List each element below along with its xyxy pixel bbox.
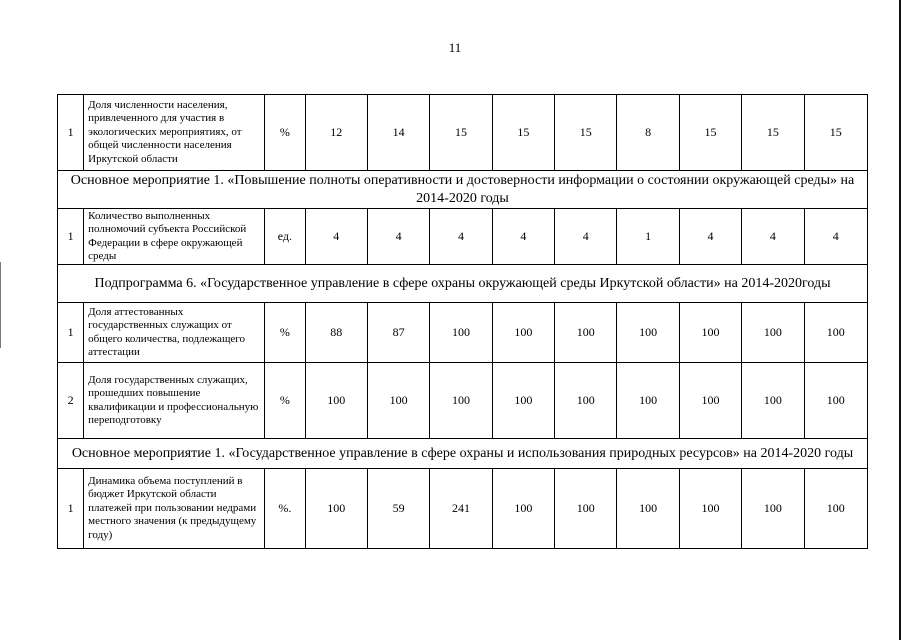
value-cell: 1	[617, 209, 679, 265]
value-cell: 241	[430, 469, 492, 549]
value-cell: 4	[679, 209, 741, 265]
value-cell: 100	[305, 469, 367, 549]
value-cell: 100	[617, 469, 679, 549]
value-cell: 4	[555, 209, 617, 265]
value-cell: 14	[367, 95, 429, 171]
value-cell: 100	[492, 363, 554, 439]
section-row	[58, 171, 868, 209]
value-cell: 100	[804, 303, 868, 363]
indicators-table	[57, 94, 868, 549]
indicator-name: Доля аттестованных государственных служащих от общего количества, подлежащего аттестации	[84, 303, 265, 363]
unit-cell: %	[265, 303, 305, 363]
row-number: 1	[58, 95, 84, 171]
value-cell: 15	[430, 95, 492, 171]
table-row	[58, 95, 868, 171]
row-number: 2	[58, 363, 84, 439]
value-cell: 15	[555, 95, 617, 171]
value-cell: 100	[305, 363, 367, 439]
value-cell: 100	[430, 363, 492, 439]
value-cell: 15	[679, 95, 741, 171]
value-cell: 4	[492, 209, 554, 265]
table-row	[58, 303, 868, 363]
value-cell: 12	[305, 95, 367, 171]
unit-cell: %.	[265, 469, 305, 549]
value-cell: 100	[555, 469, 617, 549]
value-cell: 4	[804, 209, 868, 265]
value-cell: 4	[305, 209, 367, 265]
page-edge-left	[0, 262, 1, 348]
value-cell: 100	[555, 303, 617, 363]
value-cell: 4	[742, 209, 804, 265]
unit-cell: %	[265, 363, 305, 439]
value-cell: 100	[430, 303, 492, 363]
table-row	[58, 363, 868, 439]
indicator-name: Динамика объема поступлений в бюджет Иркутской области платежей при пользовании недрами местного значения (к предыдущему году)	[84, 469, 265, 549]
value-cell: 4	[430, 209, 492, 265]
value-cell: 100	[742, 303, 804, 363]
value-cell: 100	[617, 363, 679, 439]
table-row	[58, 209, 868, 265]
value-cell: 100	[617, 303, 679, 363]
table-row	[58, 469, 868, 549]
indicator-name: Количество выполненных полномочий субъекта Российской Федерации в сфере окружающей среды	[84, 209, 265, 265]
value-cell: 87	[367, 303, 429, 363]
value-cell: 100	[742, 469, 804, 549]
value-cell: 4	[367, 209, 429, 265]
unit-cell: ед.	[265, 209, 305, 265]
section-row	[58, 265, 868, 303]
indicator-name: Доля численности населения, привлеченного для участия в экологических мероприятиях, от общей численности населения Иркутской области	[84, 95, 265, 171]
row-number: 1	[58, 209, 84, 265]
value-cell: 100	[679, 469, 741, 549]
value-cell: 100	[679, 363, 741, 439]
value-cell: 100	[555, 363, 617, 439]
value-cell: 59	[367, 469, 429, 549]
unit-cell: %	[265, 95, 305, 171]
value-cell: 88	[305, 303, 367, 363]
value-cell: 100	[492, 303, 554, 363]
value-cell: 15	[742, 95, 804, 171]
value-cell: 100	[367, 363, 429, 439]
value-cell: 8	[617, 95, 679, 171]
value-cell: 15	[492, 95, 554, 171]
value-cell: 100	[742, 363, 804, 439]
page-edge-right	[899, 0, 901, 640]
indicator-name: Доля государственных служащих, прошедших повышение квалификации и профессиональную переподготовку	[84, 363, 265, 439]
section-title: Основное мероприятие 1. «Повышение полноты оперативности и достоверности информации о состоянии окружающей среды» на 2014-2020 годы	[58, 171, 868, 209]
row-number: 1	[58, 469, 84, 549]
value-cell: 100	[492, 469, 554, 549]
value-cell: 100	[679, 303, 741, 363]
page-number: 11	[448, 40, 462, 55]
value-cell: 100	[804, 469, 868, 549]
section-row	[58, 439, 868, 469]
row-number: 1	[58, 303, 84, 363]
value-cell: 15	[804, 95, 868, 171]
section-title: Основное мероприятие 1. «Государственное управление в сфере охраны и использования природных ресурсов» на 2014-2020 годы	[58, 439, 868, 469]
section-title: Подпрограмма 6. «Государственное управление в сфере охраны окружающей среды Иркутской области» на 2014-2020годы	[58, 265, 868, 303]
value-cell: 100	[804, 363, 868, 439]
